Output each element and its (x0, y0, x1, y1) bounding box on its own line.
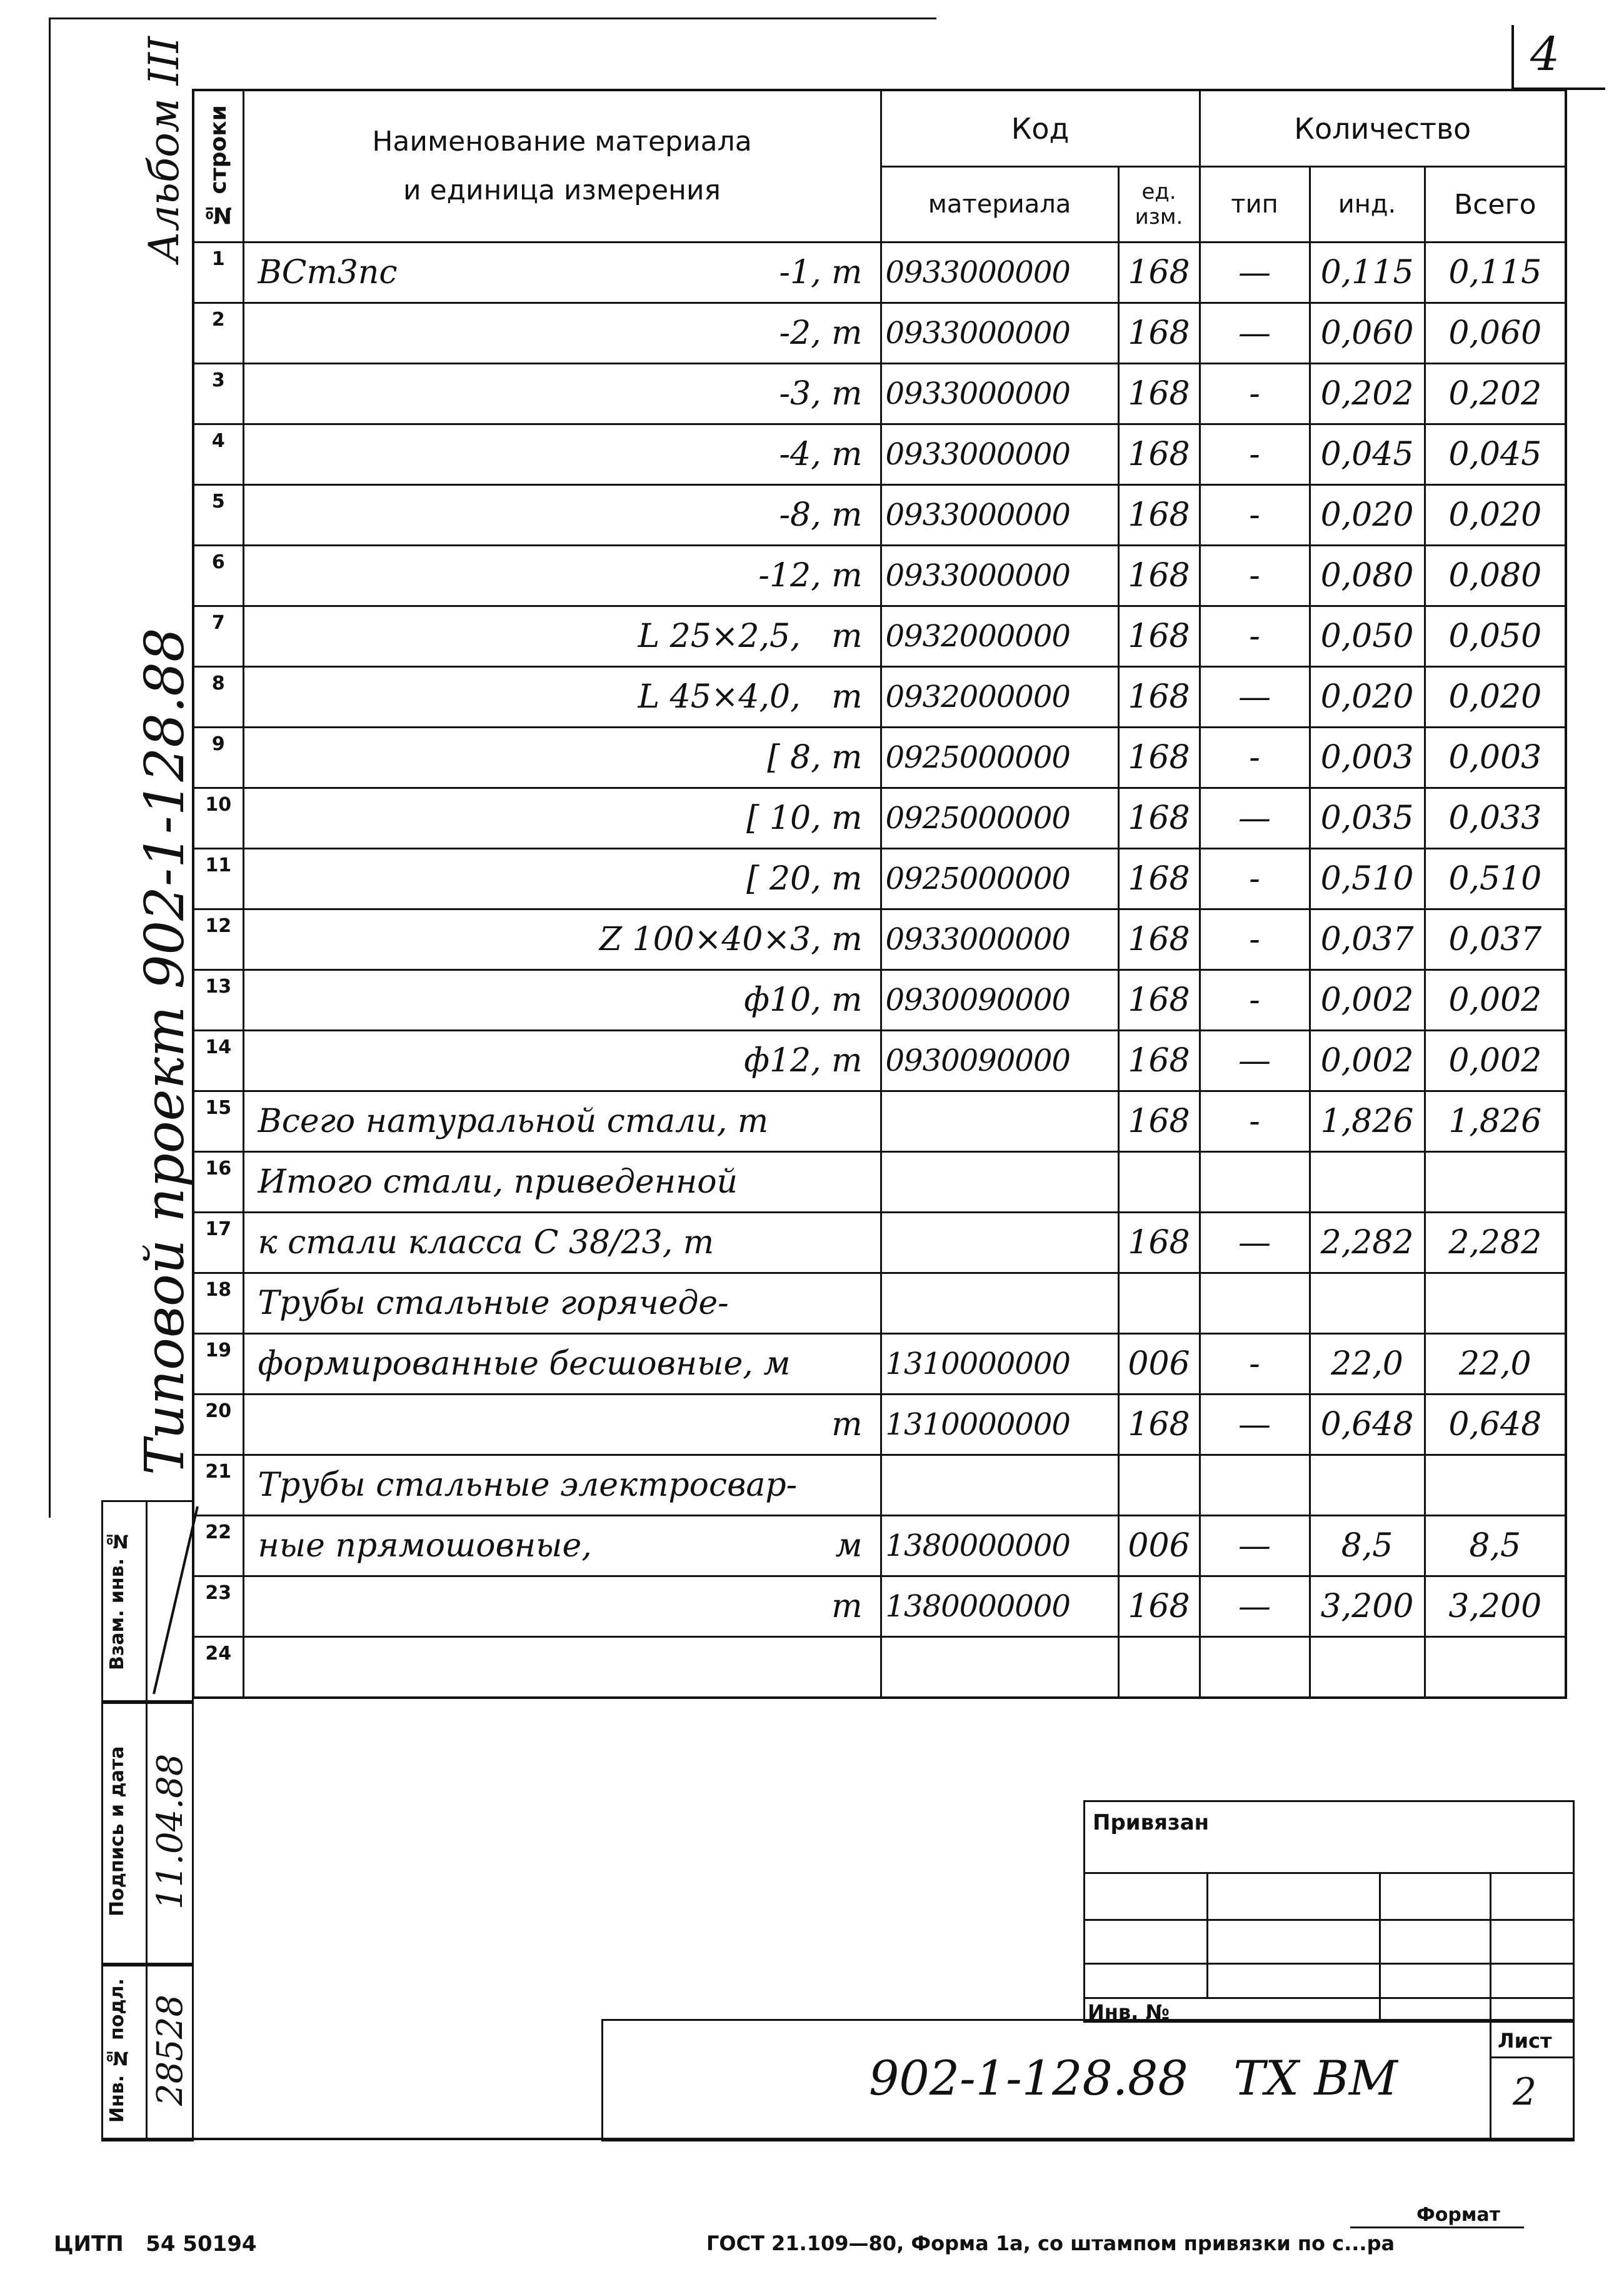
row-number-cell: 13 (193, 970, 243, 1031)
qty-total-cell: 0,002 (1425, 970, 1566, 1031)
table-row (193, 849, 1566, 909)
material-code-cell: 0933000000 (881, 424, 1118, 485)
qty-type-cell: - (1200, 728, 1310, 788)
qty-ind-cell: 0,050 (1310, 606, 1425, 667)
material-name-cell (243, 1516, 881, 1576)
qty-type-cell (1200, 1637, 1310, 1698)
material-code-cell: 0925000000 (881, 788, 1118, 849)
material-name-right: [ 10, т (746, 799, 863, 837)
unit-code-cell: 168 (1118, 303, 1200, 364)
material-name-left: Итого стали, приведенной (258, 1163, 738, 1201)
bottom-frame-line (101, 2138, 1573, 2140)
table-row (193, 303, 1566, 364)
qty-type-cell: — (1200, 788, 1310, 849)
stamp-hline-2 (1083, 1919, 1573, 1921)
material-code-cell: 0932000000 (881, 606, 1118, 667)
table-row (193, 667, 1566, 728)
qty-type-cell: - (1200, 364, 1310, 424)
top-frame-line (49, 18, 936, 19)
material-name-left: Всего натуральной стали, т (258, 1103, 769, 1140)
material-code-cell: 0933000000 (881, 303, 1118, 364)
qty-ind-cell (1310, 1152, 1425, 1213)
material-name-right: м (835, 1527, 863, 1565)
header-row-number-label: № строки (205, 105, 231, 228)
unit-code-cell: 168 (1118, 1031, 1200, 1091)
material-name-cell (243, 1031, 881, 1091)
row-number-cell: 6 (193, 546, 243, 606)
qty-type-cell: — (1200, 1031, 1310, 1091)
table-row (193, 909, 1566, 970)
qty-ind-cell: 0,045 (1310, 424, 1425, 485)
material-name-left: ВСт3пс (258, 254, 398, 291)
qty-type-cell: - (1200, 1334, 1310, 1395)
qty-type-cell: - (1200, 424, 1310, 485)
row-number-cell: 8 (193, 667, 243, 728)
material-name-cell (243, 424, 881, 485)
unit-code-cell (1118, 1637, 1200, 1698)
unit-code-cell: 168 (1118, 1213, 1200, 1273)
vzam-cross-stroke (148, 1500, 204, 1700)
material-name-left: Трубы стальные электросвар- (258, 1466, 798, 1504)
row-number-cell: 7 (193, 606, 243, 667)
row-number-cell: 16 (193, 1152, 243, 1213)
material-code-cell: 1380000000 (881, 1516, 1118, 1576)
header-qty-total: Всего (1425, 167, 1566, 243)
row-number-cell: 11 (193, 849, 243, 909)
qty-total-cell (1425, 1152, 1566, 1213)
material-name-cell (243, 1091, 881, 1152)
qty-total-cell: 0,050 (1425, 606, 1566, 667)
material-name-cell (243, 909, 881, 970)
row-number-cell: 3 (193, 364, 243, 424)
material-name-cell (243, 1395, 881, 1455)
unit-code-cell: 006 (1118, 1334, 1200, 1395)
footer-format: Формат (1416, 2204, 1500, 2226)
material-name-right: -2, т (779, 314, 863, 352)
header-code-unit (1118, 167, 1200, 243)
qty-type-cell: — (1200, 1395, 1310, 1455)
material-code-cell: 0933000000 (881, 485, 1118, 546)
qty-ind-cell: 3,200 (1310, 1576, 1425, 1637)
header-qty-type: тип (1200, 167, 1310, 243)
material-name-cell (243, 970, 881, 1031)
stamp-list-hline (1490, 2056, 1573, 2058)
table-row (193, 1576, 1566, 1637)
qty-type-cell: — (1200, 1516, 1310, 1576)
material-name-left: формированные бесшовные, м (258, 1345, 791, 1383)
unit-code-cell: 168 (1118, 788, 1200, 849)
margin-value-podpis: 11.04.88 (150, 1753, 191, 1910)
material-name-cell (243, 243, 881, 303)
row-number-cell: 23 (193, 1576, 243, 1637)
qty-ind-cell: 2,282 (1310, 1213, 1425, 1273)
margin-label-inv-podl: Инв. № подл. (106, 1978, 128, 2123)
row-number-cell: 14 (193, 1031, 243, 1091)
row-number-cell: 20 (193, 1395, 243, 1455)
header-quantity-group: Количество (1200, 90, 1566, 167)
material-name-right: Z 100×40×3, т (599, 921, 863, 958)
material-name-right: [ 8, т (767, 739, 863, 776)
material-name-left: ные прямошовные, (258, 1527, 592, 1565)
table-row (193, 606, 1566, 667)
qty-total-cell: 8,5 (1425, 1516, 1566, 1576)
material-name-left: Трубы стальные горячеде- (258, 1285, 729, 1322)
material-code-cell: 0933000000 (881, 243, 1118, 303)
material-name-cell (243, 1152, 881, 1213)
qty-ind-cell: 0,002 (1310, 970, 1425, 1031)
stamp-vline-3 (1490, 1872, 1491, 2019)
table-row (193, 1516, 1566, 1576)
stamp-designation: 902-1-128.88 ТХ ВМ (869, 2050, 1398, 2106)
material-code-cell: 0925000000 (881, 849, 1118, 909)
footer-format-line (1350, 2226, 1524, 2228)
header-material-name-line1: Наименование материала (372, 126, 752, 158)
unit-code-cell: 168 (1118, 970, 1200, 1031)
project-vertical-label: Типовой проект 902-1-128.88 (134, 628, 196, 1475)
unit-code-cell (1118, 1273, 1200, 1334)
qty-type-cell: - (1200, 546, 1310, 606)
qty-ind-cell: 22,0 (1310, 1334, 1425, 1395)
row-number-cell: 12 (193, 909, 243, 970)
unit-code-cell: 168 (1118, 1091, 1200, 1152)
row-number-cell: 15 (193, 1091, 243, 1152)
material-code-cell (881, 1637, 1118, 1698)
stamp-list-divider (1490, 2019, 1491, 2138)
qty-type-cell: — (1200, 1576, 1310, 1637)
qty-type-cell: - (1200, 1091, 1310, 1152)
header-code-material: материала (881, 167, 1118, 243)
qty-total-cell: 3,200 (1425, 1576, 1566, 1637)
qty-ind-cell: 0,510 (1310, 849, 1425, 909)
margin-label-vzam: Взам. инв. № (106, 1530, 128, 1671)
qty-ind-cell (1310, 1637, 1425, 1698)
material-code-cell (881, 1152, 1118, 1213)
material-name-cell (243, 788, 881, 849)
qty-ind-cell: 8,5 (1310, 1516, 1425, 1576)
material-code-cell: 1310000000 (881, 1334, 1118, 1395)
row-number-cell: 21 (193, 1455, 243, 1516)
qty-total-cell: 0,037 (1425, 909, 1566, 970)
row-number-cell: 10 (193, 788, 243, 849)
unit-code-cell: 168 (1118, 1395, 1200, 1455)
material-name-right: ф12, т (744, 1042, 863, 1079)
unit-code-cell: 168 (1118, 424, 1200, 485)
table-row (193, 1213, 1566, 1273)
table-row (193, 1455, 1566, 1516)
qty-total-cell (1425, 1637, 1566, 1698)
unit-code-cell: 168 (1118, 364, 1200, 424)
table-row (193, 970, 1566, 1031)
qty-type-cell (1200, 1273, 1310, 1334)
qty-ind-cell: 0,020 (1310, 485, 1425, 546)
material-code-cell (881, 1091, 1118, 1152)
qty-total-cell: 0,045 (1425, 424, 1566, 485)
qty-type-cell: - (1200, 909, 1310, 970)
header-qty-ind: инд. (1310, 167, 1425, 243)
unit-code-cell: 006 (1118, 1516, 1200, 1576)
margin-value-inv-podl: 28528 (150, 1994, 191, 2106)
header-material-name-line2: и единица измерения (403, 174, 721, 206)
table-row (193, 485, 1566, 546)
material-code-cell: 0933000000 (881, 909, 1118, 970)
material-name-left: к стали класса С 38/23, т (258, 1224, 714, 1261)
table-row (193, 1031, 1566, 1091)
stamp-vline-1 (1206, 1872, 1208, 1997)
table-row (193, 1637, 1566, 1698)
material-name-right: ф10, т (744, 981, 863, 1019)
table-row (193, 546, 1566, 606)
material-name-right: -3, т (779, 375, 863, 413)
unit-code-cell: 168 (1118, 849, 1200, 909)
material-name-right: -4, т (779, 436, 863, 473)
qty-type-cell (1200, 1455, 1310, 1516)
qty-type-cell: - (1200, 485, 1310, 546)
unit-code-cell (1118, 1152, 1200, 1213)
table-row (193, 788, 1566, 849)
right-top-tick (1511, 25, 1514, 88)
material-code-cell: 0932000000 (881, 667, 1118, 728)
material-code-cell: 0933000000 (881, 364, 1118, 424)
qty-ind-cell: 0,648 (1310, 1395, 1425, 1455)
qty-total-cell: 22,0 (1425, 1334, 1566, 1395)
material-name-right: т (831, 1406, 863, 1443)
qty-type-cell: - (1200, 849, 1310, 909)
qty-ind-cell: 0,080 (1310, 546, 1425, 606)
qty-type-cell: — (1200, 667, 1310, 728)
qty-ind-cell: 0,115 (1310, 243, 1425, 303)
row-number-cell: 4 (193, 424, 243, 485)
material-name-cell (243, 364, 881, 424)
row-number-cell: 9 (193, 728, 243, 788)
qty-type-cell: - (1200, 970, 1310, 1031)
header-code-group: Код (881, 90, 1200, 167)
qty-total-cell: 0,115 (1425, 243, 1566, 303)
material-name-cell (243, 606, 881, 667)
material-name-cell (243, 1273, 881, 1334)
qty-ind-cell: 0,060 (1310, 303, 1425, 364)
material-name-right: -12, т (758, 557, 863, 594)
qty-total-cell: 0,060 (1425, 303, 1566, 364)
qty-total-cell: 0,648 (1425, 1395, 1566, 1455)
material-name-right: -8, т (779, 496, 863, 534)
table-row (193, 1334, 1566, 1395)
album-label: Альбом III (140, 36, 188, 263)
qty-type-cell: - (1200, 606, 1310, 667)
unit-code-cell: 168 (1118, 909, 1200, 970)
qty-total-cell: 0,002 (1425, 1031, 1566, 1091)
qty-ind-cell (1310, 1455, 1425, 1516)
qty-type-cell: — (1200, 243, 1310, 303)
stamp-vline-2 (1379, 1872, 1381, 2019)
unit-code-cell: 168 (1118, 667, 1200, 728)
material-code-cell: 0930090000 (881, 1031, 1118, 1091)
qty-total-cell: 0,020 (1425, 485, 1566, 546)
header-code-unit-line2: изм. (1135, 204, 1183, 230)
row-number-cell: 18 (193, 1273, 243, 1334)
material-code-cell: 0925000000 (881, 728, 1118, 788)
qty-ind-cell: 0,035 (1310, 788, 1425, 849)
qty-ind-cell: 0,020 (1310, 667, 1425, 728)
row-number-cell: 2 (193, 303, 243, 364)
qty-type-cell (1200, 1152, 1310, 1213)
material-name-cell (243, 667, 881, 728)
footer-gost: ГОСТ 21.109—80, Форма 1а, со штампом привязки по с...ра (706, 2231, 1395, 2255)
stamp-hline-3 (1083, 1963, 1573, 1965)
material-code-cell: 1310000000 (881, 1395, 1118, 1455)
material-name-cell (243, 849, 881, 909)
qty-total-cell (1425, 1455, 1566, 1516)
qty-total-cell: 0,510 (1425, 849, 1566, 909)
table-row (193, 1091, 1566, 1152)
stamp-inv-label: Инв. № (1088, 2000, 1170, 2024)
material-name-right: -1, т (779, 254, 863, 291)
material-name-cell (243, 1637, 881, 1698)
header-row-number (193, 90, 243, 243)
header-code-unit-line1: ед. (1141, 179, 1176, 205)
qty-ind-cell: 0,037 (1310, 909, 1425, 970)
material-code-cell: 1380000000 (881, 1576, 1118, 1637)
stamp-hline-1 (1083, 1872, 1573, 1874)
material-code-cell (881, 1455, 1118, 1516)
left-frame-line (49, 18, 51, 1518)
unit-code-cell: 168 (1118, 1576, 1200, 1637)
material-name-right: L 25×2,5, т (638, 618, 863, 655)
footer-left-code: ЦИТП 54 50194 (54, 2231, 257, 2256)
qty-total-cell: 0,080 (1425, 546, 1566, 606)
table-row (193, 364, 1566, 424)
row-number-cell: 17 (193, 1213, 243, 1273)
table-row (193, 1273, 1566, 1334)
material-name-right: [ 20, т (746, 860, 863, 898)
qty-total-cell: 0,202 (1425, 364, 1566, 424)
table-row (193, 1152, 1566, 1213)
header-material-name (243, 90, 881, 243)
material-code-cell (881, 1273, 1118, 1334)
material-name-cell (243, 546, 881, 606)
stamp-hline-4 (1083, 1997, 1573, 1999)
qty-total-cell: 0,003 (1425, 728, 1566, 788)
material-name-cell (243, 1213, 881, 1273)
stamp-list-value: 2 (1513, 2070, 1537, 2114)
row-number-cell: 24 (193, 1637, 243, 1698)
material-code-cell: 0930090000 (881, 970, 1118, 1031)
material-name-cell (243, 728, 881, 788)
material-name-right: т (831, 1588, 863, 1625)
stamp-privyazan-label: Привязан (1093, 1810, 1210, 1835)
qty-total-cell: 0,033 (1425, 788, 1566, 849)
material-name-right: L 45×4,0, т (638, 678, 863, 716)
margin-label-podpis: Подпись и дата (106, 1746, 128, 1917)
material-name-cell (243, 1576, 881, 1637)
material-name-cell (243, 1334, 881, 1395)
unit-code-cell: 168 (1118, 485, 1200, 546)
qty-type-cell: — (1200, 1213, 1310, 1273)
table-row (193, 728, 1566, 788)
stamp-list-label: Лист (1498, 2029, 1552, 2053)
material-name-cell (243, 485, 881, 546)
unit-code-cell: 168 (1118, 546, 1200, 606)
qty-total-cell (1425, 1273, 1566, 1334)
qty-total-cell: 1,826 (1425, 1091, 1566, 1152)
table-row (193, 1395, 1566, 1455)
page-number: 4 (1530, 28, 1560, 81)
qty-ind-cell: 1,826 (1310, 1091, 1425, 1152)
qty-ind-cell: 0,003 (1310, 728, 1425, 788)
qty-type-cell: — (1200, 303, 1310, 364)
qty-ind-cell (1310, 1273, 1425, 1334)
row-number-cell: 1 (193, 243, 243, 303)
material-code-cell: 0933000000 (881, 546, 1118, 606)
table-body (193, 243, 1566, 1698)
material-spec-table (192, 89, 1567, 1699)
table-row (193, 243, 1566, 303)
row-number-cell: 5 (193, 485, 243, 546)
unit-code-cell: 168 (1118, 728, 1200, 788)
material-code-cell (881, 1213, 1118, 1273)
unit-code-cell: 168 (1118, 606, 1200, 667)
unit-code-cell (1118, 1455, 1200, 1516)
row-number-cell: 22 (193, 1516, 243, 1576)
row-number-cell: 19 (193, 1334, 243, 1395)
material-name-cell (243, 1455, 881, 1516)
qty-ind-cell: 0,002 (1310, 1031, 1425, 1091)
table-row (193, 424, 1566, 485)
unit-code-cell: 168 (1118, 243, 1200, 303)
qty-total-cell: 2,282 (1425, 1213, 1566, 1273)
qty-ind-cell: 0,202 (1310, 364, 1425, 424)
material-name-cell (243, 303, 881, 364)
qty-total-cell: 0,020 (1425, 667, 1566, 728)
